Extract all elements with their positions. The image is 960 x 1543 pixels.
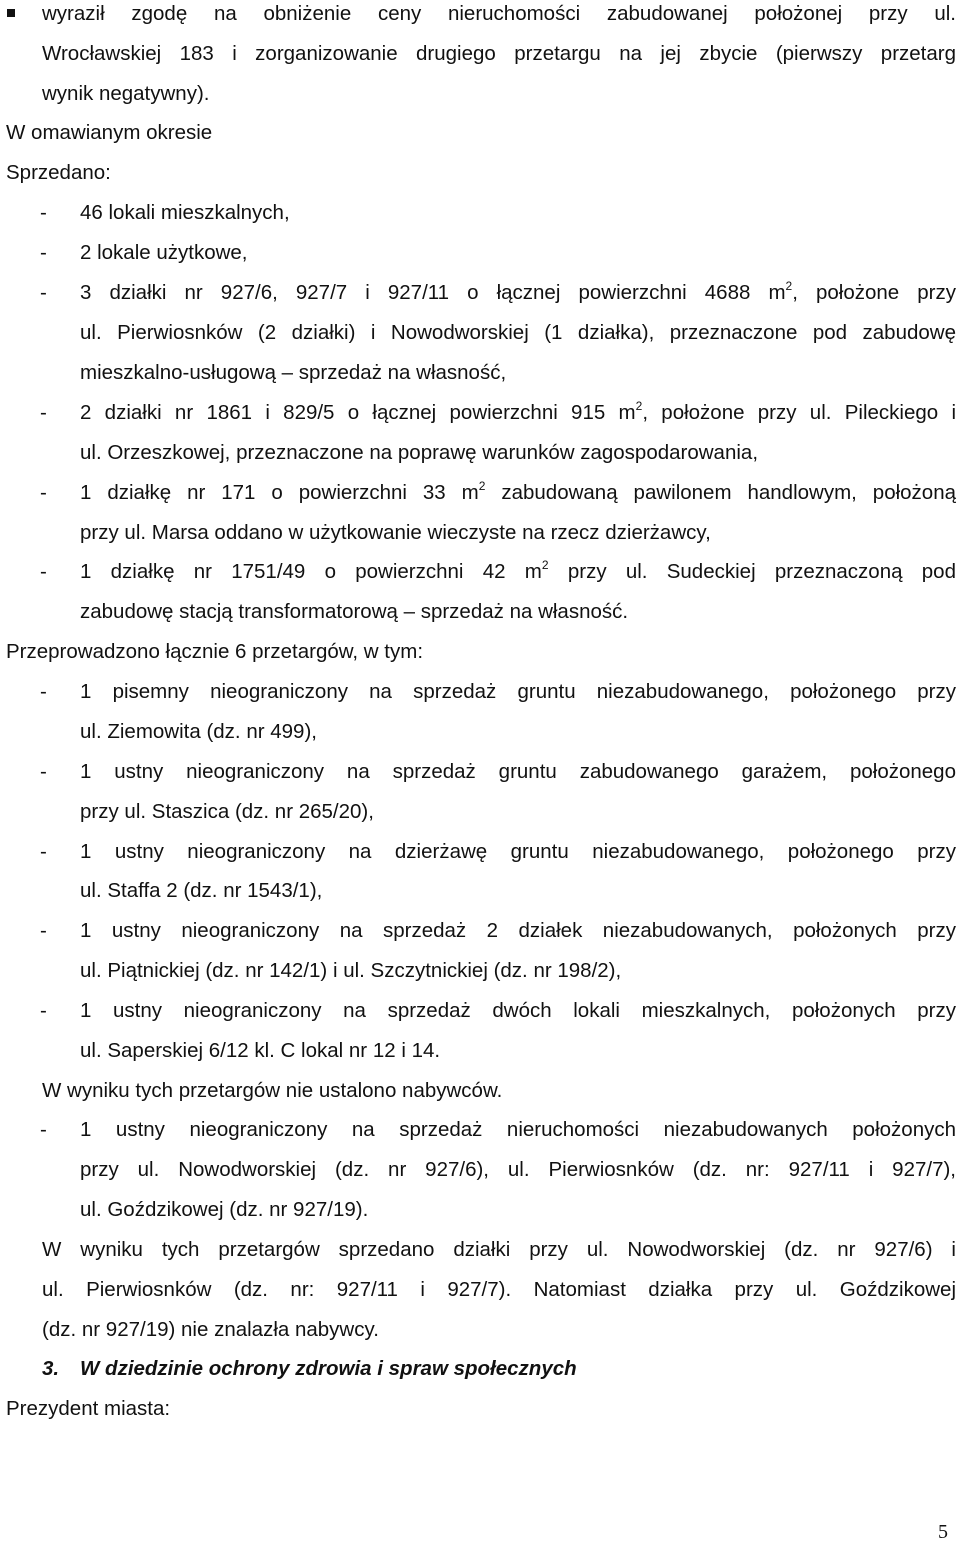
paragraph-line: Przeprowadzono łącznie 6 przetargów, w tym: [6,640,424,663]
dash-marker: - [40,999,47,1022]
paragraph-line: ul. Piątnickiej (dz. nr 142/1) i ul. Szczytnickiej (dz. nr 198/2), [80,959,622,982]
square-bullet-icon [7,9,15,17]
paragraph-line: ul. Staffa 2 (dz. nr 1543/1), [80,879,323,902]
superscript: 2 [478,479,486,493]
dash-marker: - [40,760,47,783]
paragraph-line: wyraził zgodę na obniżenie ceny nieruchomości zabudowanej położonej przy ul. [42,2,956,25]
list-item: 2 lokale użytkowe, [80,241,248,264]
superscript: 2 [541,558,549,572]
dash-marker: - [40,241,47,264]
text-run: 3 działki nr 927/6, 927/7 i 927/11 o łącznej powierzchni 4688 m [80,281,786,304]
list-item: 1 ustny nieograniczony na dzierżawę gruntu niezabudowanego, położonego przy [80,840,956,863]
text-run: 1 działkę nr 1751/49 o powierzchni 42 m [80,560,542,583]
list-item: 1 ustny nieograniczony na sprzedaż gruntu zabudowanego garażem, położonego [80,760,956,783]
paragraph-line: ul. Ziemowita (dz. nr 499), [80,720,317,743]
dash-marker: - [40,919,47,942]
list-item [0,0,960,28]
list-item: 1 pisemny nieograniczony na sprzedaż gruntu niezabudowanego, położonego przy [80,680,956,703]
paragraph-line: przy ul. Staszica (dz. nr 265/20), [80,800,374,823]
page-number: 5 [938,1521,948,1543]
dash-marker: - [40,1118,47,1141]
superscript: 2 [785,279,793,293]
paragraph-line: Wrocławskiej 183 i zorganizowanie drugiego przetargu na jej zbycie (pierwszy przetarg [42,42,956,65]
paragraph-line: ul. Orzeszkowej, przeznaczone na poprawę warunków zagospodarowania, [80,441,759,464]
paragraph-line: zabudowę stacją transformatorową – sprzedaż na własność. [80,600,629,623]
paragraph-line: ul. Pierwiosnków (dz. nr: 927/11 i 927/7). Natomiast działka przy ul. Goździkowej [42,1278,956,1301]
dash-marker: - [40,201,47,224]
dash-marker: - [40,840,47,863]
text-run: 1 działkę nr 171 o powierzchni 33 m [80,481,479,504]
list-item [80,479,956,507]
paragraph-line: przy ul. Nowodworskiej (dz. nr 927/6), ul. Pierwiosnków (dz. nr: 927/11 i 927/7), [80,1158,956,1181]
text-run: , położone przy [792,281,956,304]
paragraph-line: Sprzedano: [6,161,111,184]
text-run: 2 działki nr 1861 i 829/5 o łącznej powierzchni 915 m [80,401,636,424]
dash-marker: - [40,680,47,703]
list-item [80,279,956,307]
dash-marker: - [40,481,47,504]
dash-marker: - [40,401,47,424]
paragraph-line: ul. Pierwiosnków (2 działki) i Nowodworskiej (1 działka), przeznaczone pod zabudowę [80,321,956,344]
paragraph-line: W wyniku tych przetargów sprzedano działki przy ul. Nowodworskiej (dz. nr 927/6) i [42,1238,956,1261]
text-run: przy ul. Sudeckiej przeznaczoną pod [548,560,956,583]
list-item: 1 ustny nieograniczony na sprzedaż 2 działek niezabudowanych, położonych przy [80,919,956,942]
paragraph-line: (dz. nr 927/19) nie znalazła nabywcy. [42,1318,379,1341]
paragraph-line: wynik negatywny). [42,82,210,105]
section-heading: W dziedzinie ochrony zdrowia i spraw społecznych [80,1357,577,1380]
paragraph-line: mieszkalno-usługową – sprzedaż na własność, [80,361,507,384]
list-item [80,558,956,586]
text-run: zabudowaną pawilonem handlowym, położoną [485,481,956,504]
paragraph-line: W wyniku tych przetargów nie ustalono nabywców. [42,1079,503,1102]
paragraph-line: ul. Saperskiej 6/12 kl. C lokal nr 12 i 14. [80,1039,441,1062]
text-run: , położone przy ul. Pileckiego i [642,401,957,424]
list-item: 46 lokali mieszkalnych, [80,201,290,224]
superscript: 2 [635,399,643,413]
list-item [80,399,956,427]
dash-marker: - [40,281,47,304]
list-item: 1 ustny nieograniczony na sprzedaż dwóch lokali mieszkalnych, położonych przy [80,999,956,1022]
paragraph-line: Prezydent miasta: [6,1397,171,1420]
section-number: 3. [42,1357,60,1380]
list-item: 1 ustny nieograniczony na sprzedaż nieruchomości niezabudowanych położonych [80,1118,956,1141]
paragraph-line: ul. Goździkowej (dz. nr 927/19). [80,1198,369,1221]
section-heading: W omawianym okresie [6,121,213,144]
dash-marker: - [40,560,47,583]
paragraph-line: przy ul. Marsa oddano w użytkowanie wieczyste na rzecz dzierżawcy, [80,521,711,544]
